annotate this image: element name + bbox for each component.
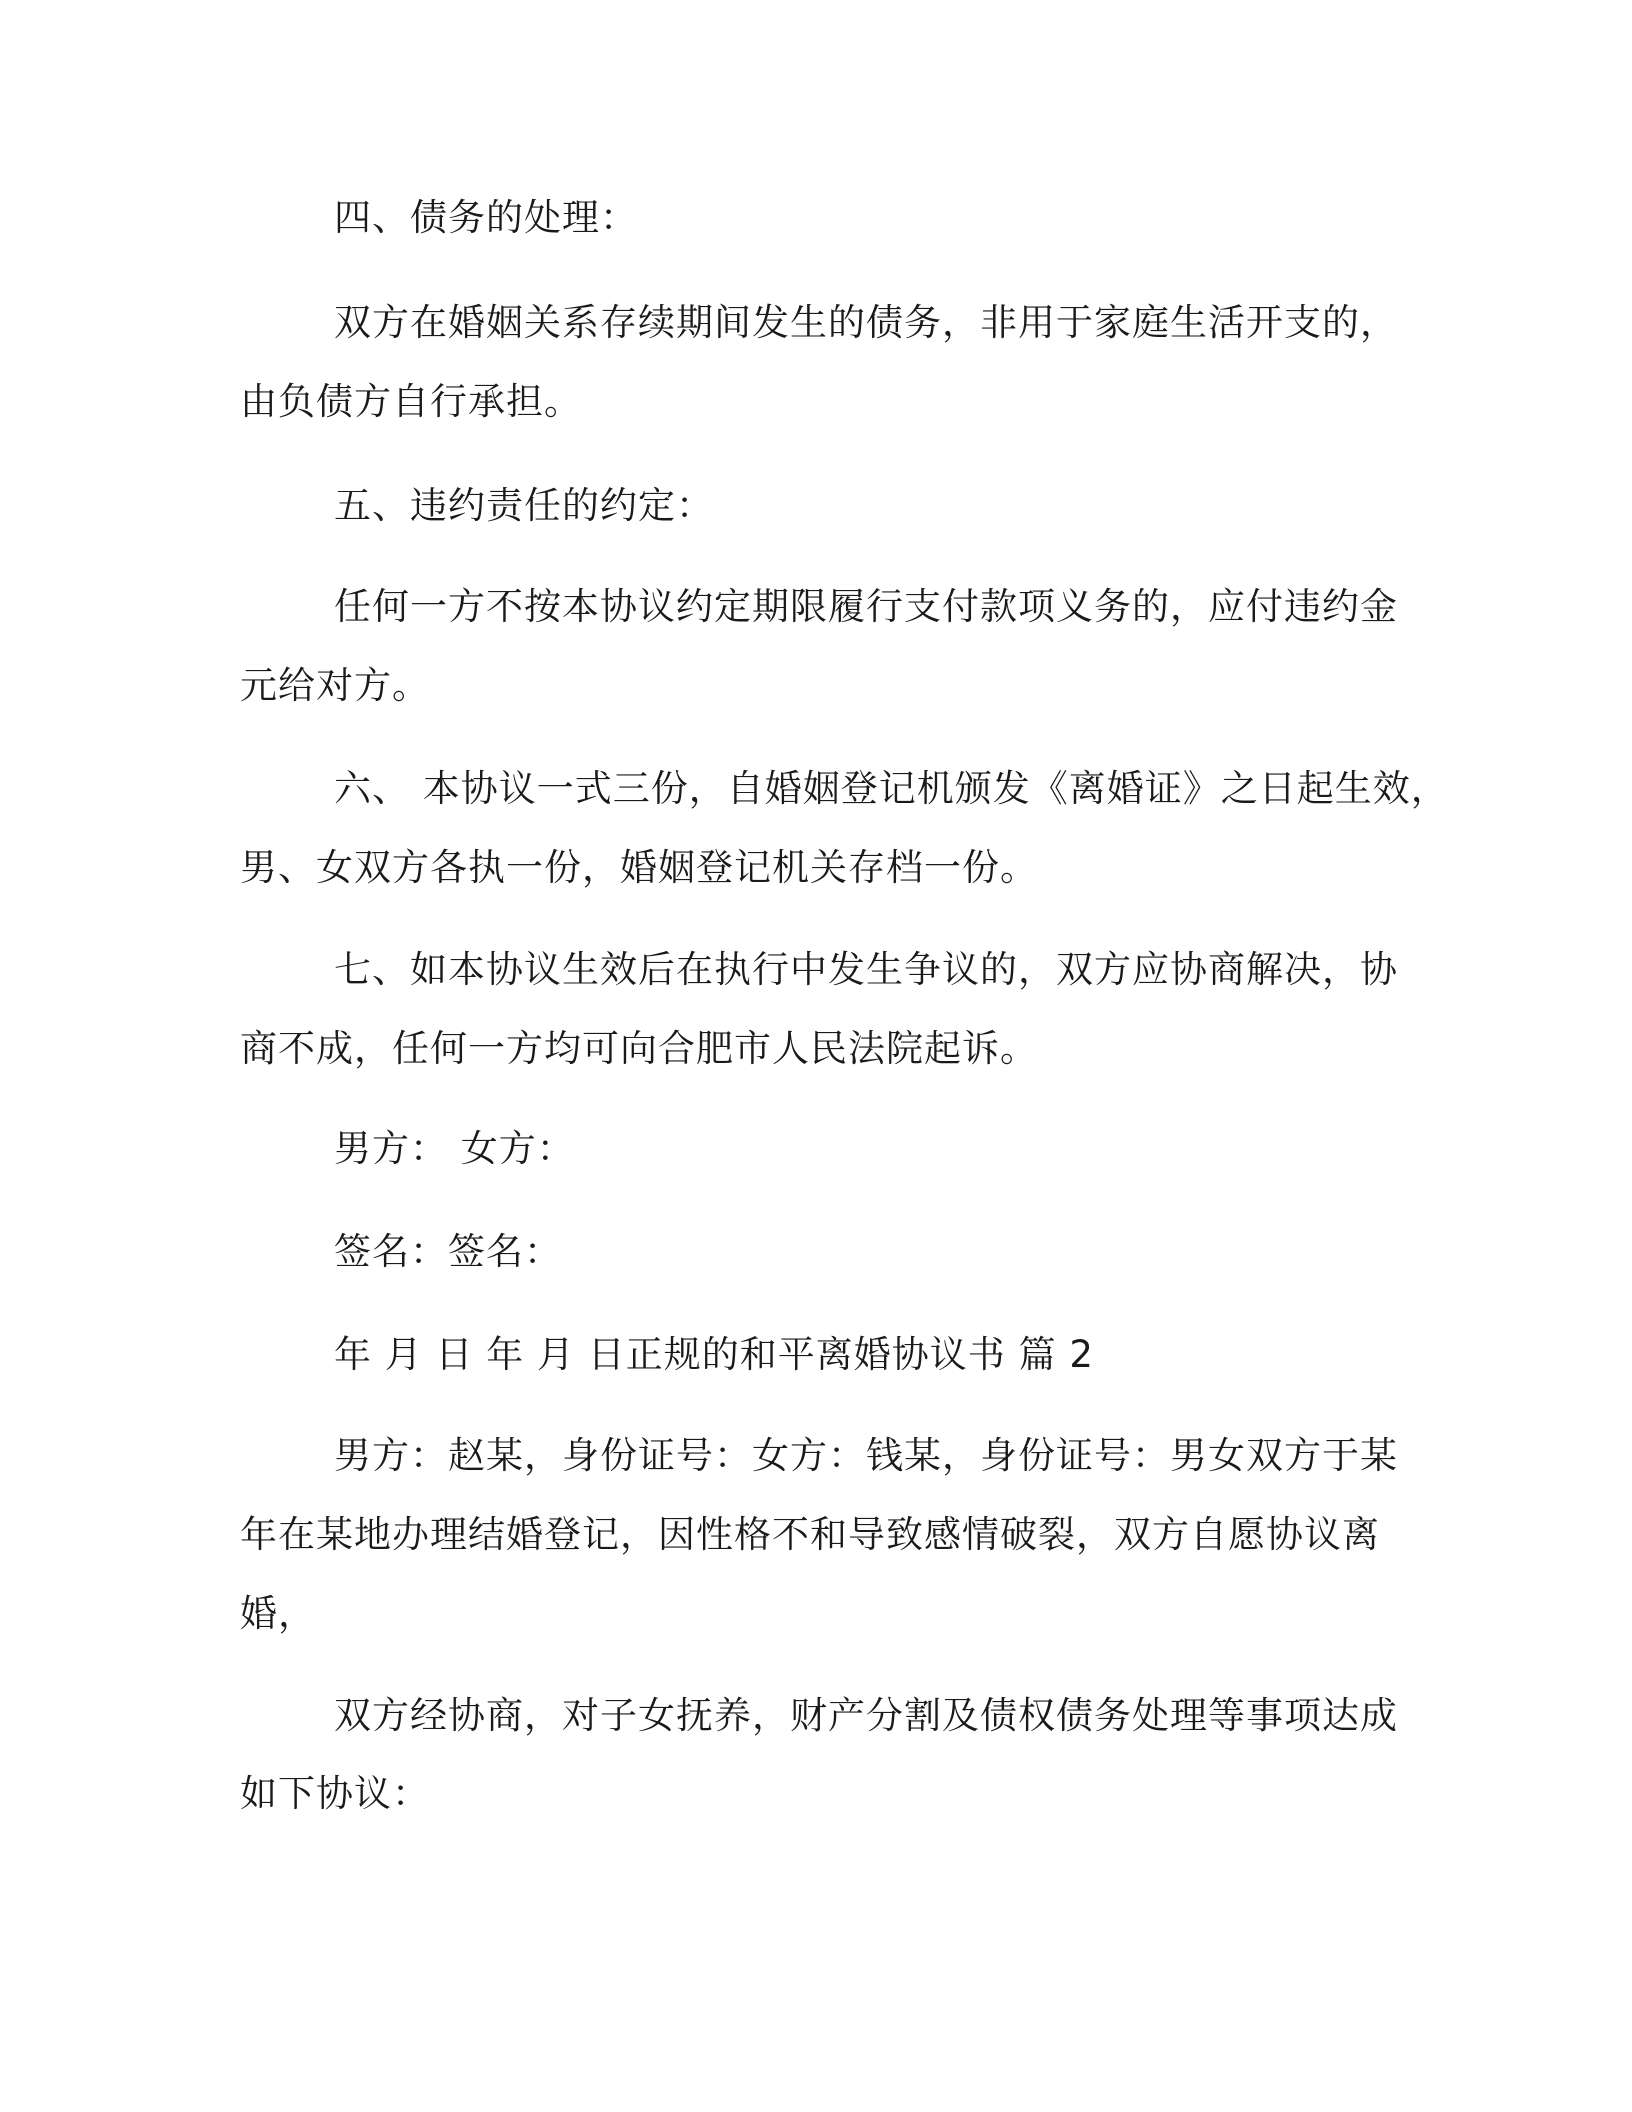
paragraph-breach-line-2: 元给对方。 xyxy=(240,664,430,707)
paragraph-debt-line-1: 双方在婚姻关系存续期间发生的债务，非用于家庭生活开支的， xyxy=(334,301,1398,344)
paragraph-agreement-line-2: 如下协议： xyxy=(240,1772,430,1815)
section-heading-breach: 五、违约责任的约定： xyxy=(334,484,714,527)
paragraph-parties-line-2: 年在某地办理结婚登记，因性格不和导致感情破裂，双方自愿协议离 xyxy=(240,1513,1380,1556)
signature-labels: 签名：签名： xyxy=(334,1230,562,1273)
paragraph-agreement-line-1: 双方经协商，对子女抚养，财产分割及债权债务处理等事项达成 xyxy=(334,1694,1398,1737)
paragraph-parties-line-1: 男方：赵某，身份证号：女方：钱某，身份证号：男女双方于某 xyxy=(334,1434,1398,1477)
party-labels: 男方： 女方： xyxy=(334,1127,575,1170)
date-and-section-title: 年 月 日 年 月 日正规的和平离婚协议书 篇 2 xyxy=(334,1333,1094,1376)
paragraph-parties-line-3: 婚， xyxy=(240,1592,316,1635)
paragraph-dispute-line-1: 七、如本协议生效后在执行中发生争议的，双方应协商解决，协 xyxy=(334,948,1398,991)
paragraph-debt-line-2: 由负债方自行承担。 xyxy=(240,380,582,423)
section-heading-debt: 四、债务的处理： xyxy=(334,196,638,239)
paragraph-copies-line-2: 男、女双方各执一份，婚姻登记机关存档一份。 xyxy=(240,846,1038,889)
paragraph-dispute-line-2: 商不成，任何一方均可向合肥市人民法院起诉。 xyxy=(240,1027,1038,1070)
paragraph-copies-line-1: 六、 本协议一式三份，自婚姻登记机颁发《离婚证》之日起生效， xyxy=(334,767,1449,810)
paragraph-breach-line-1: 任何一方不按本协议约定期限履行支付款项义务的，应付违约金 xyxy=(334,585,1398,628)
